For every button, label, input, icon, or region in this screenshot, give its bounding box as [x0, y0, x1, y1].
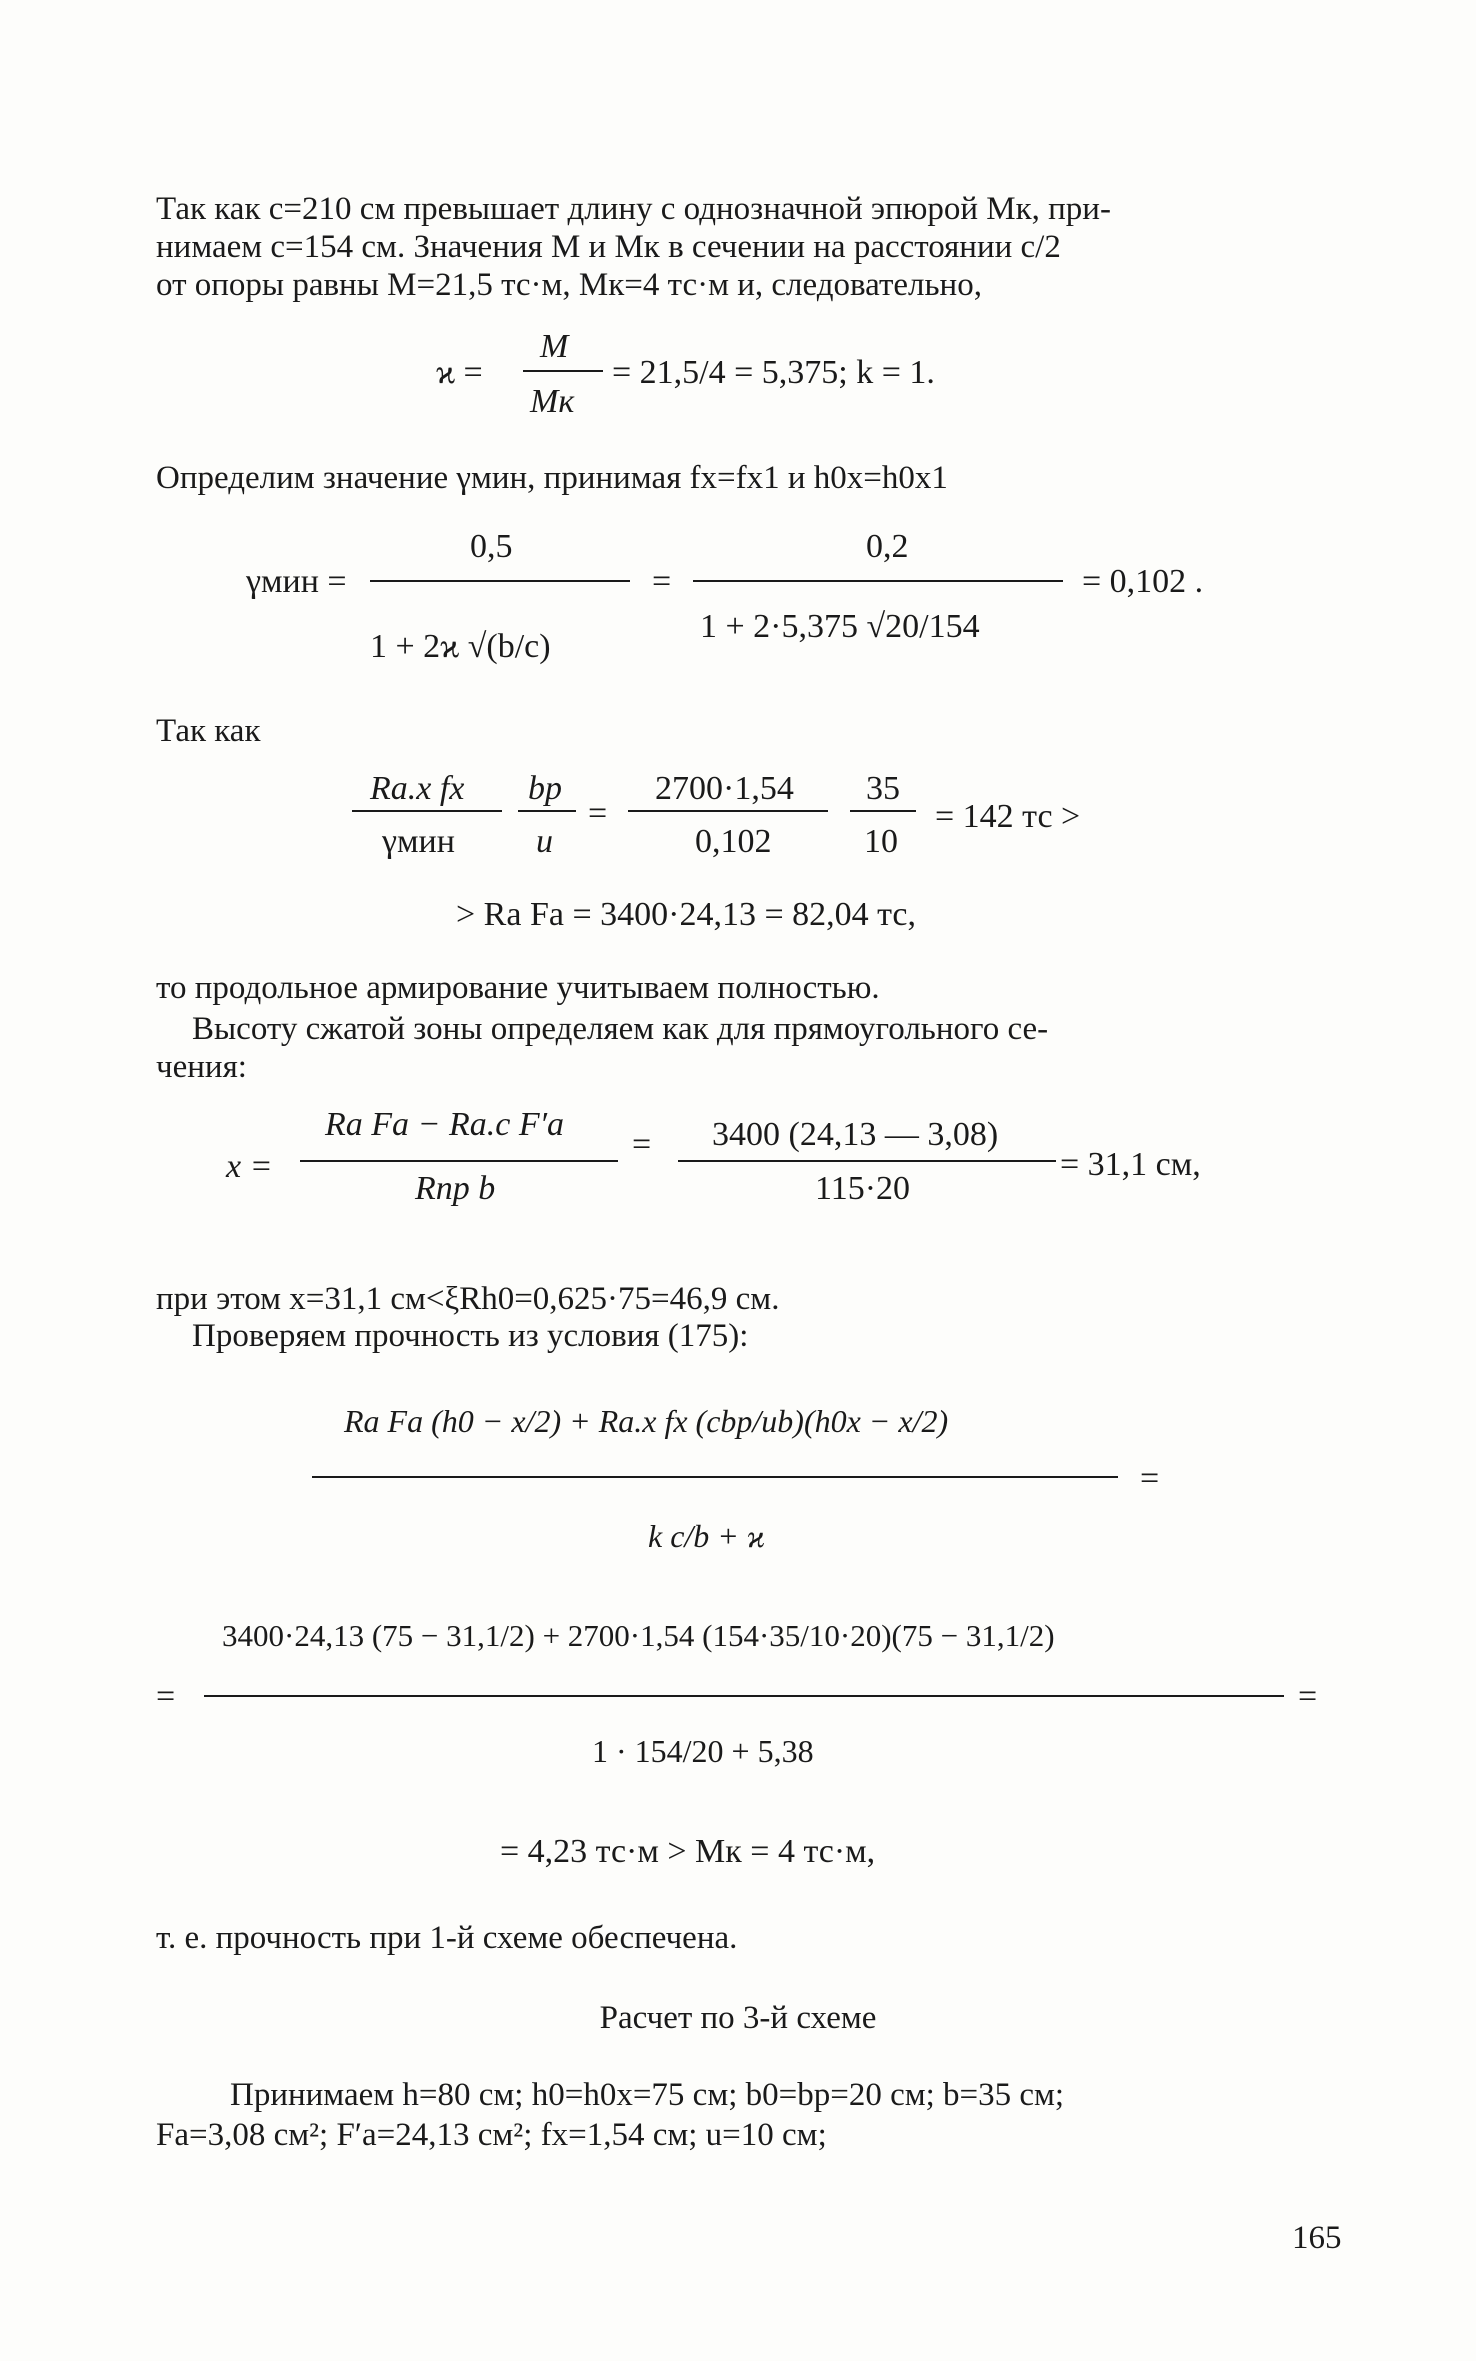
- paragraph-7: Проверяем прочность из условия (175):: [192, 1318, 749, 1354]
- check1-rhs: = 142 тс >: [935, 798, 1081, 835]
- paragraph-6: при этом x=31,1 см<ξRh0=0,625·75=46,9 см.: [156, 1281, 780, 1317]
- gamma-denominator-2: 1 + 2·5,375 √20/154: [700, 608, 980, 645]
- kappa-denominator: Mк: [530, 383, 575, 420]
- strength-numerator: Ra Fa (h0 − x/2) + Ra.x fx (cbp/ub)(h0x − x/2): [344, 1403, 949, 1439]
- paragraph-2: Определим значение γмин, принимая fх=fх1 и h0х=h0х1: [156, 460, 948, 496]
- check1-f2-bar: [518, 810, 576, 812]
- gamma-rhs: = 0,102 .: [1082, 563, 1204, 600]
- paragraph-4: то продольное армирование учитываем полностью.: [156, 970, 880, 1006]
- gamma-numerator-1: 0,5: [470, 528, 513, 565]
- strength-equals-3: =: [1298, 1678, 1318, 1715]
- x-denominator-2: 115·20: [815, 1170, 911, 1207]
- gamma-fraction-bar-1: [370, 580, 630, 582]
- section-heading: Расчет по 3-й схеме: [599, 2000, 877, 2036]
- check1-line-2: > Ra Fa = 3400·24,13 = 82,04 тс,: [456, 896, 916, 933]
- paragraph-9: [156, 2075, 1346, 2155]
- paragraph-5: [156, 1010, 1346, 1086]
- check1-f2-denominator: u: [536, 823, 553, 860]
- strength-fraction-bar: [312, 1476, 1118, 1478]
- strength-denominator-2: 1 · 154/20 + 5,38: [592, 1733, 814, 1769]
- x-equals: =: [632, 1126, 652, 1163]
- strength-equals-2: =: [156, 1678, 176, 1715]
- paragraph-1-line-3: от опоры равны M=21,5 тс·м, Mк=4 тс·м и, следовательно,: [156, 267, 982, 303]
- check1-f1-numerator: Ra.x fx: [370, 770, 465, 807]
- paragraph-1: [156, 190, 1346, 304]
- x-fraction-bar-2: [678, 1160, 1056, 1162]
- paragraph-9-line-2: Fa=3,08 см²; F′a=24,13 см²; fx=1,54 см; u=10 см;: [156, 2117, 827, 2153]
- x-fraction-bar-1: [300, 1160, 618, 1162]
- paragraph-5-line-2: чения:: [156, 1049, 247, 1085]
- paragraph-1-line-1: Так как c=210 см превышает длину с однозначной эпюрой Mк, при-: [156, 191, 1111, 227]
- strength-result: = 4,23 тс·м > Mк = 4 тс·м,: [500, 1833, 876, 1870]
- strength-fraction-bar-2: [204, 1695, 1284, 1697]
- check1-equals: =: [588, 795, 608, 832]
- check1-f4-bar: [850, 810, 916, 812]
- gamma-equals: =: [652, 563, 672, 600]
- x-lhs: x =: [226, 1148, 273, 1185]
- paragraph-9-line-1: Принимаем h=80 см; h0=h0x=75 см; b0=bp=20 см; b=35 см;: [230, 2077, 1065, 2113]
- check1-f3-bar: [628, 810, 828, 812]
- check1-f3-denominator: 0,102: [695, 823, 772, 860]
- strength-numerator-2: 3400·24,13 (75 − 31,1/2) + 2700·1,54 (154·35/10·20)(75 − 31,1/2): [222, 1618, 1055, 1653]
- paragraph-8: т. е. прочность при 1-й схеме обеспечена.: [156, 1920, 738, 1956]
- page-number: 165: [1292, 2220, 1342, 2256]
- kappa-numerator: M: [540, 328, 569, 365]
- strength-equals-1: =: [1140, 1460, 1160, 1497]
- check1-f4-denominator: 10: [864, 823, 898, 860]
- paragraph-1-line-2: нимаем c=154 см. Значения M и Mк в сечении на расстоянии c/2: [156, 229, 1061, 265]
- check1-f2-numerator: bp: [528, 770, 562, 807]
- x-denominator-1: Rпр b: [415, 1170, 496, 1207]
- x-numerator-2: 3400 (24,13 — 3,08): [712, 1116, 999, 1153]
- paragraph-5-line-1: Высоту сжатой зоны определяем как для прямоугольного се-: [192, 1011, 1049, 1047]
- check1-f1-bar: [352, 810, 502, 812]
- check1-f3-numerator: 2700·1,54: [655, 770, 794, 807]
- kappa-lhs: ϰ =: [436, 354, 483, 391]
- x-numerator-1: Ra Fa − Ra.c F′a: [325, 1106, 565, 1143]
- strength-denominator: k c/b + ϰ: [648, 1518, 765, 1554]
- gamma-denominator-1: 1 + 2ϰ √(b/c): [370, 628, 551, 665]
- kappa-fraction-bar: [523, 370, 603, 372]
- gamma-lhs: γмин =: [246, 563, 347, 600]
- gamma-numerator-2: 0,2: [866, 528, 909, 565]
- check1-f1-denominator: γмин: [382, 823, 455, 860]
- kappa-rhs: = 21,5/4 = 5,375; k = 1.: [612, 354, 935, 391]
- paragraph-3: Так как: [156, 713, 261, 749]
- x-rhs: = 31,1 см,: [1060, 1146, 1201, 1183]
- check1-f4-numerator: 35: [866, 770, 900, 807]
- gamma-fraction-bar-2: [693, 580, 1063, 582]
